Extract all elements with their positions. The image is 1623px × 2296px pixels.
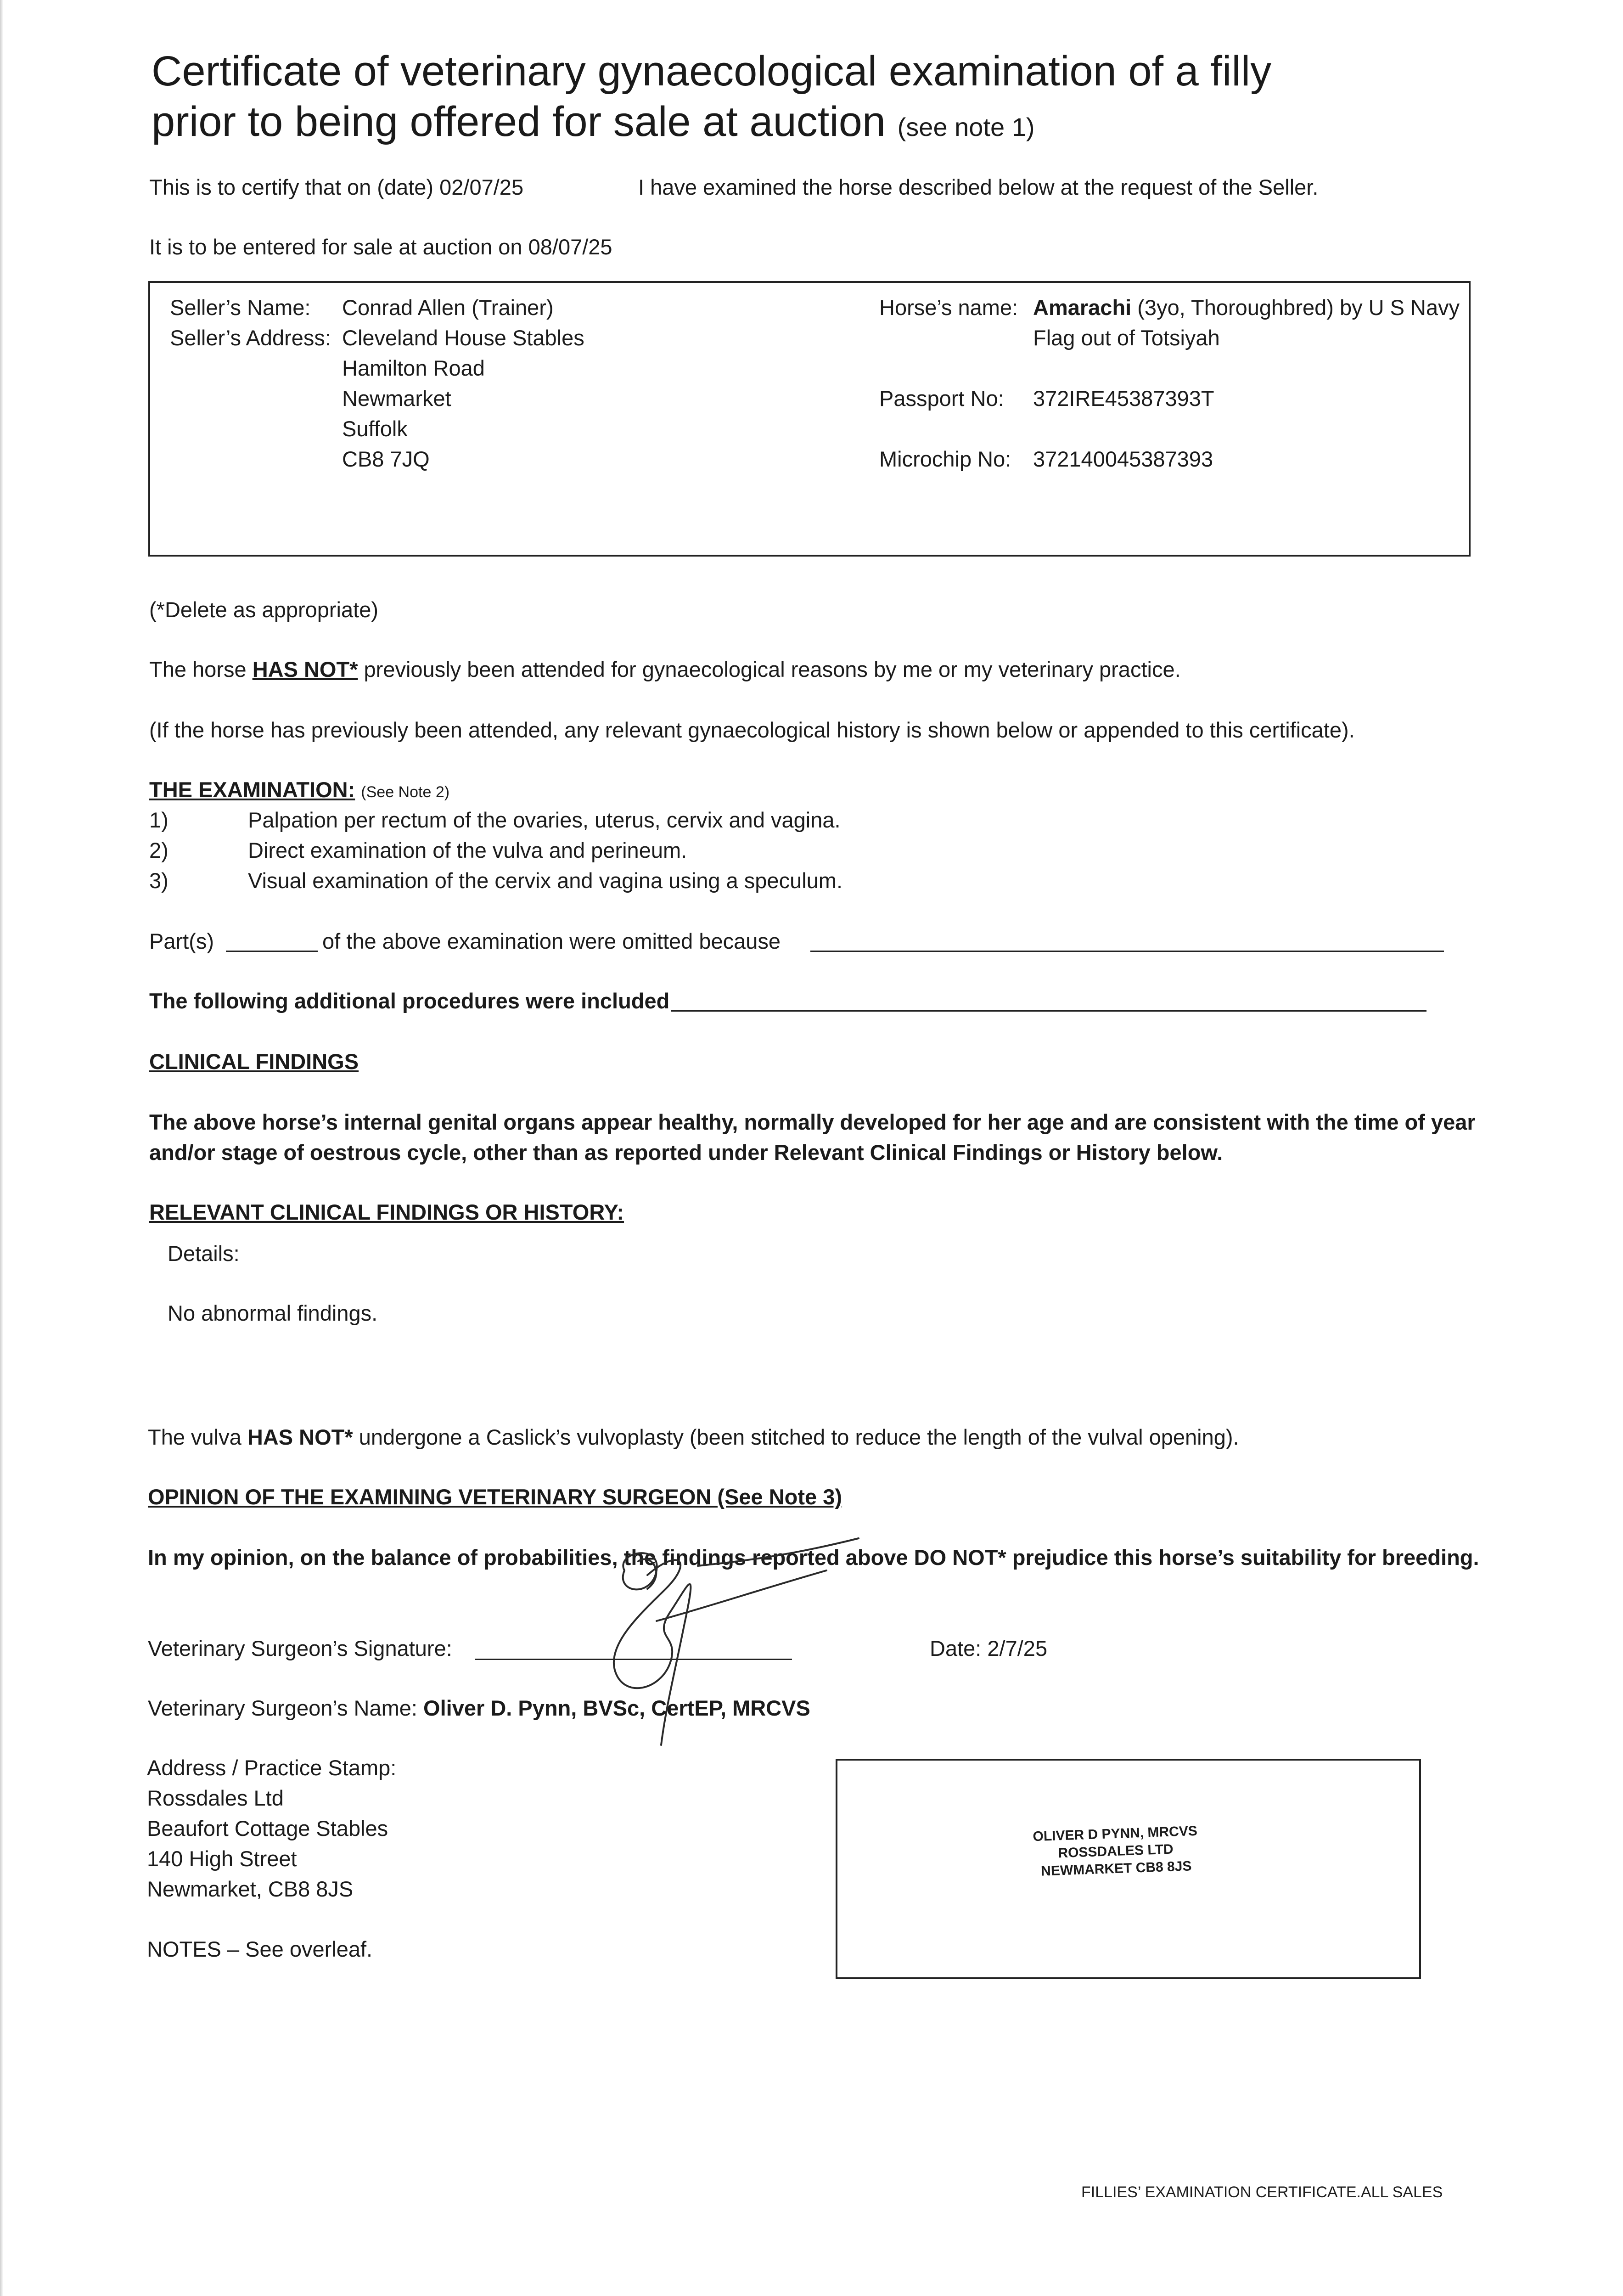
additional-label: The following additional procedures were included [149,989,670,1013]
title-note: (see note 1) [897,113,1035,141]
passport-number: 372IRE45387393T [1033,386,1214,411]
horse-name-label: Horse’s name: [879,295,1018,320]
clinical-line-1: The above horse’s internal genital organs appear healthy, normally developed for her age and are consistent with the time of year [149,1110,1476,1134]
footer-label: FILLIES’ EXAMINATION CERTIFICATE.ALL SALES [1081,2183,1443,2201]
opinion-heading: OPINION OF THE EXAMINING VETERINARY SURGEON (See Note 3) [148,1485,842,1509]
seller-name-label: Seller’s Name: [170,295,311,320]
seller-address-line-3: Newmarket [342,386,451,411]
scan-edge [0,0,3,2296]
exam-item-2-num: 2) [149,838,168,862]
practice-line-3: 140 High Street [147,1846,297,1871]
exam-item-1-text: Palpation per rectum of the ovaries, uterus, cervix and vagina. [248,808,841,832]
vulva-statement [148,1424,1239,1451]
practice-label: Address / Practice Stamp: [147,1756,397,1780]
attended-post: previously been attended for gynaecological reasons by me or my veterinary practice. [364,657,1181,681]
title-line-1: Certificate of veterinary gynaecological examination of a filly [152,48,1272,95]
exam-item-3-num: 3) [149,868,168,893]
history-note: (If the horse has previously been attended, any relevant gynaecological history is shown below or appended to this certificate). [149,718,1355,742]
practice-stamp [986,1821,1245,1882]
seller-address-line-5: CB8 7JQ [342,447,430,471]
seller-name: Conrad Allen (Trainer) [342,295,554,320]
exam-item-2-text: Direct examination of the vulva and perineum. [248,838,687,862]
horse-name-line [1033,294,1460,321]
handwritten-signature [588,1534,872,1763]
microchip-label: Microchip No: [879,447,1011,471]
stamp-line-2: ROSSDALES LTD [1057,1841,1174,1861]
attended-statement [149,656,1181,683]
omitted-parts-field[interactable] [226,951,318,952]
seller-address-line-1: Cleveland House Stables [342,326,584,350]
examination-heading: THE EXAMINATION: [149,777,355,802]
seller-address-line-4: Suffolk [342,416,408,441]
vulva-post: undergone a Caslick’s vulvoplasty (been stitched to reduce the length of the vulval opening). [359,1425,1239,1449]
relevant-heading: RELEVANT CLINICAL FINDINGS OR HISTORY: [149,1200,624,1224]
microchip-number: 372140045387393 [1033,447,1213,471]
horse-name: Amarachi [1033,295,1132,320]
auction-date: It is to be entered for sale at auction on 08/07/25 [149,235,612,259]
exam-item-1-num: 1) [149,808,168,832]
attended-status: HAS NOT* [252,657,358,681]
clinical-line-2: and/or stage of oestrous cycle, other than as reported under Relevant Clinical Findings or History below. [149,1140,1223,1165]
omitted-because-label: of the above examination were omitted because [322,929,781,953]
details-label: Details: [168,1241,240,1266]
notes-line: NOTES – See overleaf. [147,1937,373,1961]
omitted-label: Part(s) [149,929,214,953]
examination-note: (See Note 2) [361,783,450,801]
passport-label: Passport No: [879,386,1004,411]
surgeon-name: Oliver D. Pynn, BVSc, CertEP, MRCVS [423,1696,810,1720]
practice-line-1: Rossdales Ltd [147,1786,284,1810]
horse-details-2: Flag out of Totsiyah [1033,326,1220,350]
examination-heading-line [149,776,449,806]
signature-label: Veterinary Surgeon’s Signature: [148,1636,452,1660]
surgeon-name-line [148,1694,810,1722]
horse-details: (3yo, Thoroughbred) by U S Navy [1137,295,1460,320]
date-value: 2/7/25 [987,1636,1048,1660]
date-line [930,1635,1047,1662]
attended-pre: The horse [149,657,247,681]
details-text: No abnormal findings. [168,1301,378,1325]
clinical-heading: CLINICAL FINDINGS [149,1049,359,1074]
practice-line-2: Beaufort Cottage Stables [147,1816,388,1840]
stamp-line-3: NEWMARKET CB8 8JS [1040,1858,1192,1879]
vulva-pre: The vulva [148,1425,241,1449]
additional-procedures-field[interactable] [671,1010,1426,1012]
certify-date: This is to certify that on (date) 02/07/25 [149,175,524,199]
certify-examined: I have examined the horse described below at the request of the Seller. [638,175,1319,199]
date-label: Date: [930,1636,982,1660]
vulva-status: HAS NOT* [247,1425,353,1449]
opinion-statement: In my opinion, on the balance of probabilities, the findings reported above DO NOT* prejudice this horse’s suitability for breeding. [148,1545,1479,1570]
exam-item-3-text: Visual examination of the cervix and vagina using a speculum. [248,868,843,893]
title-line-2 [152,96,1035,152]
delete-note: (*Delete as appropriate) [149,597,378,622]
title-line-2-text: prior to being offered for sale at auction [152,98,886,145]
omitted-reason-field[interactable] [810,951,1444,952]
practice-line-4: Newmarket, CB8 8JS [147,1877,354,1901]
surgeon-name-label: Veterinary Surgeon’s Name: [148,1696,417,1720]
stamp-line-1: OLIVER D PYNN, MRCVS [1033,1823,1198,1845]
seller-address-line-2: Hamilton Road [342,356,485,380]
seller-address-label: Seller’s Address: [170,326,331,350]
